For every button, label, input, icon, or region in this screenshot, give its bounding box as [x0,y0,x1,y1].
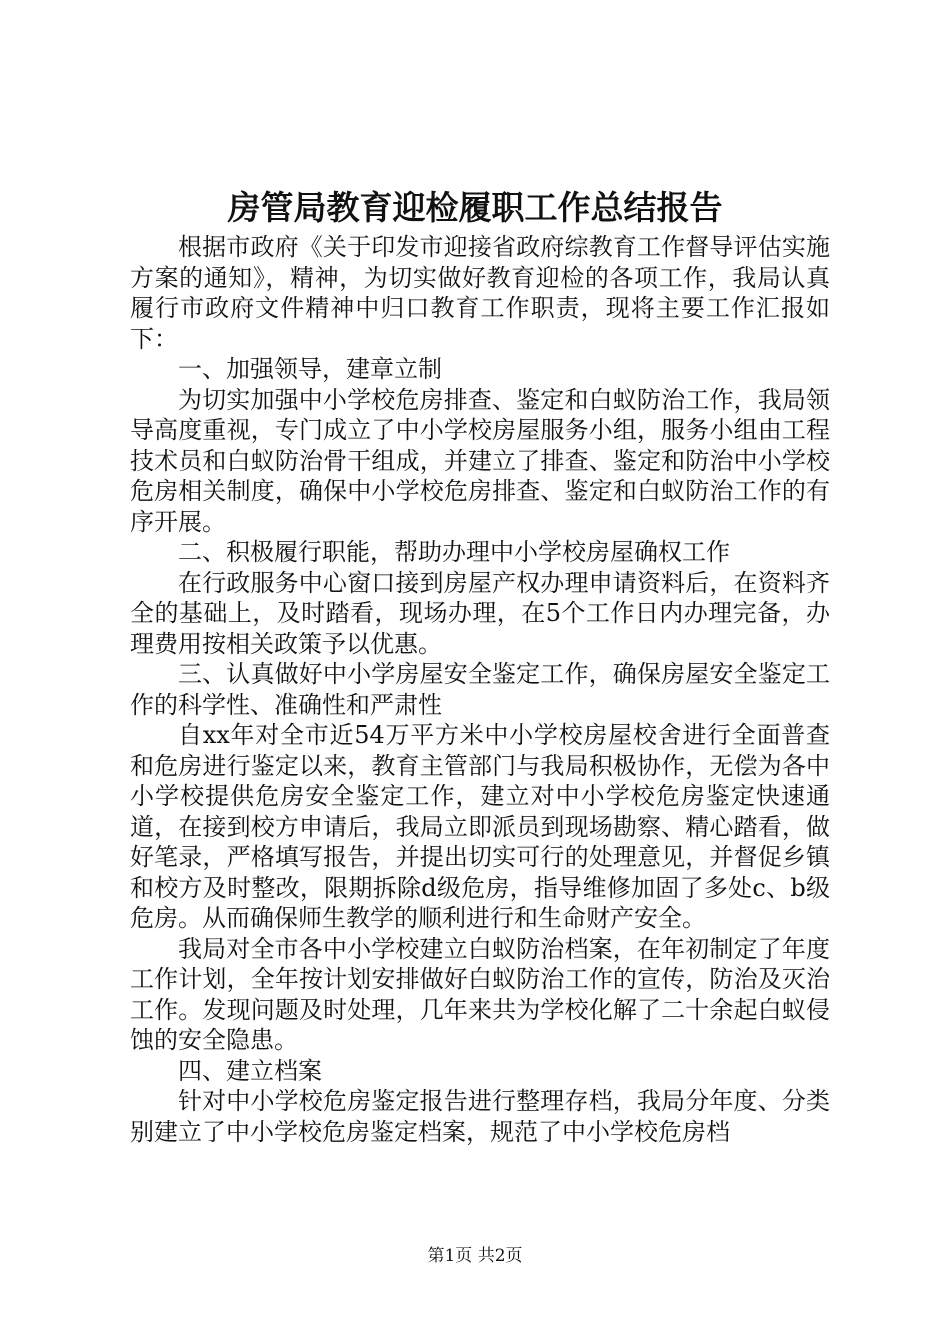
section-heading-3: 三、认真做好中小学房屋安全鉴定工作，确保房屋安全鉴定工作的科学性、准确性和严肃性 [130,660,830,719]
document-title: 房管局教育迎检履职工作总结报告 [227,188,723,227]
paragraph-3: 自xx年对全市近54万平方米中小学校房屋校舍进行全面普查和危房进行鉴定以来，教育主管部门与我局积极协作，无偿为各中小学校提供危房安全鉴定工作，建立对中小学校危房鉴定快速通道，在接到校方申请后，我局立即派员到现场勘察、精心踏看，做好笔录，严格填写报告，并提出切实可行的处理意见，并督促乡镇和校方及时整改，限期拆除d级危房，指导维修加固了多处c、b级危房。从而确保师生教学的顺利进行和生命财产安全。 [130,721,830,932]
page-number-footer: 第1页 共2页 [427,1246,523,1266]
paragraph-intro: 根据市政府《关于印发市迎接省政府综教育工作督导评估实施方案的通知》，精神，为切实做好教育迎检的各项工作，我局认真履行市政府文件精神中归口教育工作职责，现将主要工作汇报如下： [130,233,830,353]
paragraph-4: 我局对全市各中小学校建立白蚁防治档案，在年初制定了年度工作计划，全年按计划安排做好白蚁防治工作的宣传，防治及灭治工作。发现问题及时处理，几年来共为学校化解了二十余起白蚁侵蚀的安全隐患。 [130,934,830,1054]
paragraph-5: 针对中小学校危房鉴定报告进行整理存档，我局分年度、分类别建立了中小学校危房鉴定档案，规范了中小学校危房档 [130,1087,830,1146]
paragraph-1: 为切实加强中小学校危房排查、鉴定和白蚁防治工作，我局领导高度重视，专门成立了中小学校房屋服务小组，服务小组由工程技术员和白蚁防治骨干组成，并建立了排查、鉴定和防治中小学校危房相关制度，确保中小学校危房排查、鉴定和白蚁防治工作的有序开展。 [130,385,830,536]
section-heading-1: 一、加强领导，建章立制 [178,355,442,383]
section-heading-4: 四、建立档案 [178,1056,322,1085]
document-body [130,232,830,1147]
paragraph-2: 在行政服务中心窗口接到房屋产权办理申请资料后，在资料齐全的基础上，及时踏看，现场办理，在5个工作日内办理完备，办理费用按相关政策予以优惠。 [130,568,830,658]
section-heading-2: 二、积极履行职能，帮助办理中小学校房屋确权工作 [178,538,730,566]
